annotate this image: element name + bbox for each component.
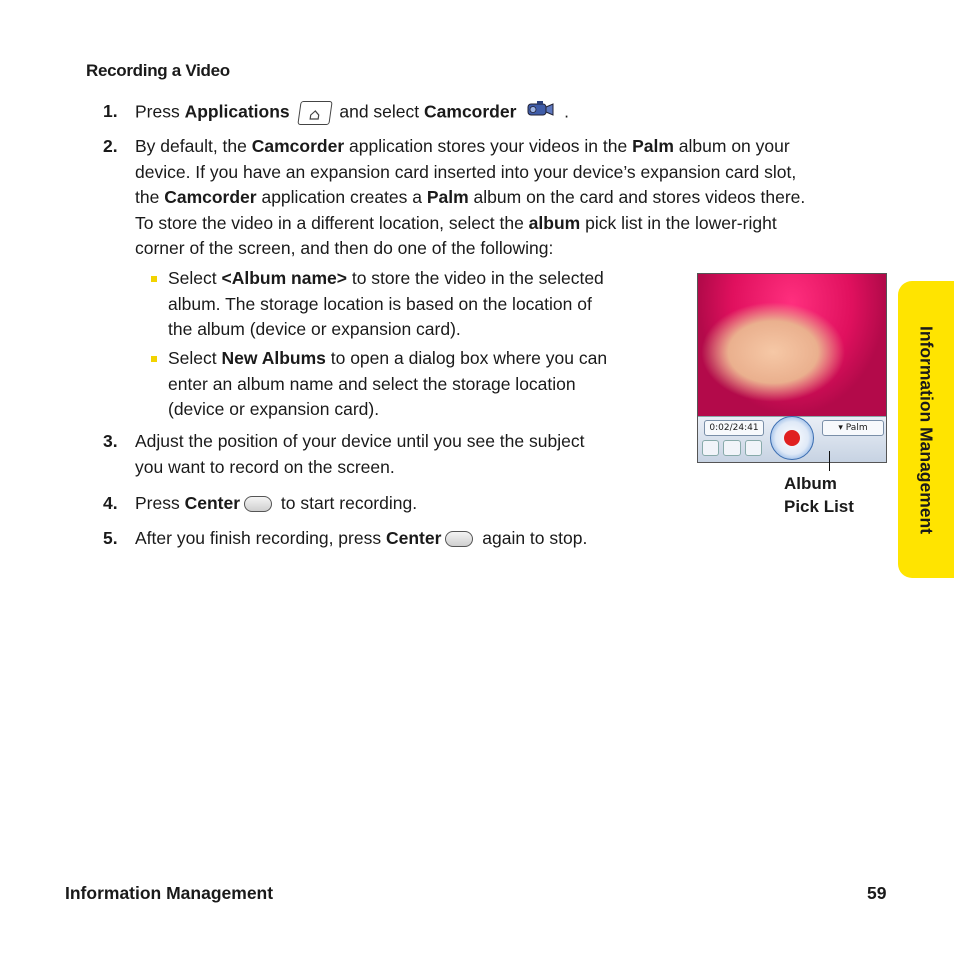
footer-section-title: Information Management — [65, 883, 274, 903]
effects-icon — [745, 440, 762, 456]
step-number: 3. — [103, 431, 118, 451]
video-preview-image — [698, 274, 886, 416]
chapter-side-tab-label: Information Management — [916, 325, 937, 534]
callout-label: Album Pick List — [784, 474, 854, 516]
record-icon — [784, 430, 800, 446]
camera-icon — [723, 440, 740, 456]
center-button-icon — [244, 496, 272, 512]
album-pick-list: ▾ Palm — [822, 420, 884, 436]
bullet-marker — [151, 356, 157, 362]
step-number: 2. — [103, 136, 118, 156]
applications-icon — [297, 101, 332, 125]
section-heading: Recording a Video — [86, 61, 230, 80]
bullet-marker — [151, 276, 157, 282]
step-number: 5. — [103, 528, 118, 548]
step-number: 4. — [103, 493, 118, 513]
layers-icon — [702, 440, 719, 456]
toolbar-mini-icons — [702, 440, 762, 456]
page-number: 59 — [867, 883, 887, 903]
timecode-display: 0:02/24:41 — [704, 420, 764, 436]
record-button — [770, 416, 814, 460]
center-button-icon — [445, 531, 473, 547]
camcorder-icon — [525, 99, 555, 127]
camcorder-screenshot — [697, 273, 887, 463]
step-number: 1. — [103, 101, 118, 121]
callout-line — [829, 451, 830, 471]
